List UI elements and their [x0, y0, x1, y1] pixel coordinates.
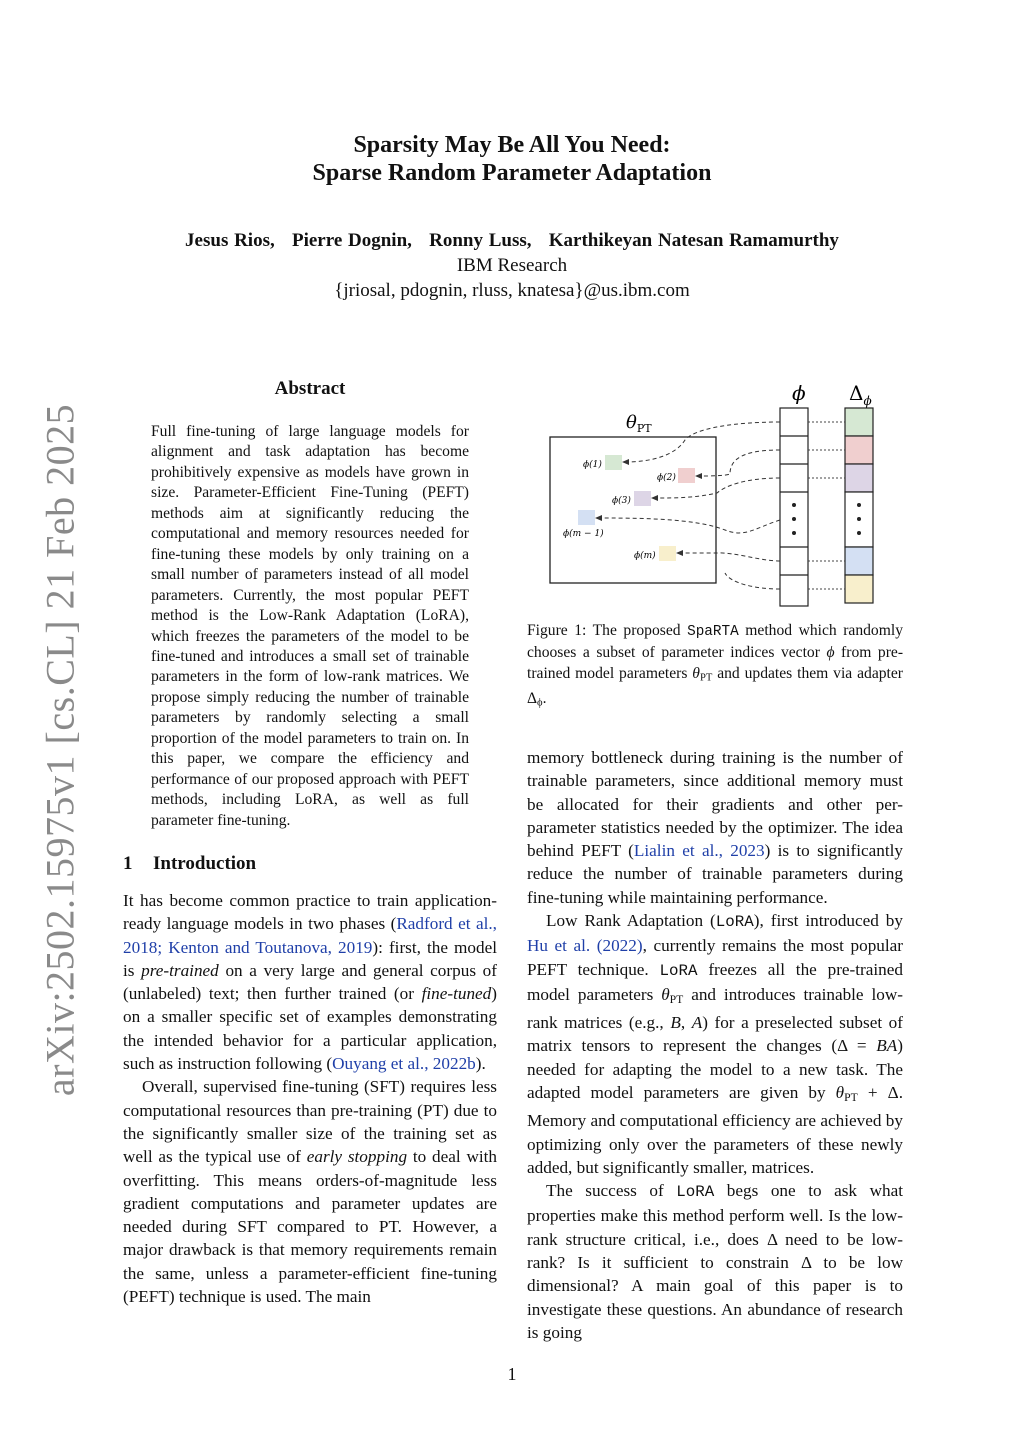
phi-delta-links — [808, 422, 845, 589]
citation-link[interactable]: Lialin et al., 2023 — [633, 841, 765, 861]
pretrained-parameter-box — [550, 437, 716, 583]
paper-title — [0, 131, 1024, 187]
method-name: SpaRTA — [687, 624, 739, 640]
citation-link[interactable]: Radford et al., 2018; Kenton and Toutanova, 2019 — [123, 914, 497, 957]
intro-paragraph-2: Overall, supervised fine-tuning (SFT) requires less computational resources than pre-training (PT) due to the significantly smaller size of the training set as well as the typical use of early stopping to deal with overfitting. This means orders-of-magnitude less gradient computations and parameter updates are needed during SFT compared to PT. However, a major drawback is that memory requirements remain the same, unless a parameter-efficient fine-tuning (PEFT) technique is used. The main — [123, 1077, 497, 1307]
affiliation: IBM Research — [456, 255, 568, 276]
title-line-1: Sparsity May Be All You Need: — [353, 132, 671, 158]
param-square-m-minus-1 — [578, 510, 595, 525]
param-square-3 — [634, 491, 651, 506]
title-line-2: Sparse Random Parameter Adaptation — [312, 160, 712, 186]
arxiv-id-text: arXiv:2502.15975v1 [cs.CL] 21 Feb 2025 — [37, 403, 83, 1097]
intro-paragraph-4: Low Rank Adaptation (LoRA), first introduced by Hu et al. (2022), currently remains the most popular PEFT technique. LoRA freezes all the pre-trained model parameters $\theta_{PT}$ and introduces trainable low-rank matrices (e.g., B, A) for a preselected subset of matrix tensors to represent the changes (Δ = BA) needed for adapting the model to a new task. The adapted model parameters are given by $\theta_{PT} + \Delta$. Memory and computational efficiency are achieved by optimizing only over the parameters of these newly added, but significantly smaller, matrices. — [527, 911, 904, 1177]
author-list: Jesus Rios, Pierre Dognin, Ronny Luss, Karthikeyan Natesan Ramamurthy — [185, 230, 839, 251]
section-heading-introduction — [123, 853, 256, 875]
delta-column-label: $\Delta_\phi$ — [849, 381, 872, 408]
phi-3-label: ϕ(3) — [612, 496, 631, 506]
intro-paragraph-1: It has become common practice to train application-ready language models in two phases (Radford et al., 2018; Kenton and Toutanova, 2019): first, the model is pre-trained on a very large and general corpus of (unlabeled) text; then further trained (or fine-tuned) on a smaller specific set of examples demonstrating the intended behavior for a particular application, such as instruction following (Ouyang et al., 2022b). — [123, 891, 497, 1074]
right-column-text — [527, 746, 903, 1344]
phi-column-label: ϕ — [792, 381, 806, 405]
param-square-m — [659, 546, 676, 561]
intro-paragraph-5: The success of LoRA begs one to ask what properties make this method perform well. Is the low-rank structure critical, i.e., does Δ need to be low-rank? Is it sufficient to constrain Δ to be low dimensional? A main goal of this paper is to investigate these questions. An abundance of research is going — [527, 1181, 904, 1342]
phi-m-minus-1-label: ϕ(m − 1) — [563, 529, 604, 539]
page-number: 1 — [507, 1364, 517, 1384]
theta-pt-label: $\theta_{PT}$ — [626, 412, 652, 435]
param-square-1 — [605, 455, 622, 470]
section-title: Introduction — [153, 853, 257, 874]
intro-paragraph-3: memory bottleneck during training is the number of trainable parameters, since additional memory must be allocated for their gradients and other per-parameter statistics needed by the optimizer. The idea behind PEFT (Lialin et al., 2023) is to significantly reduce the number of trainable parameters during fine-tuning while maintaining performance. — [527, 748, 903, 907]
phi-m-label: ϕ(m) — [634, 551, 656, 561]
section-number: 1 — [123, 853, 133, 874]
figure-1-diagram — [545, 378, 890, 608]
abstract-body: Full fine-tuning of large language models for alignment and task adaptation has become prohibitively expensive as models have grown in size. Parameter-Efficient Fine-Tuning (PEFT) methods aim at significantly reducing the computational and memory resources needed for fine-tuning these models by only training on a small number of parameters instead of all model parameters. Currently, the most popular PEFT method is the Low-Rank Adaptation (LoRA), which freezes the parameters of the model to be fine-tuned and introduces a small set of trainable parameters in the form of low-rank matrices. We propose simply reducing the number of trainable parameters by randomly selecting a small proportion of the model parameters to train on. In this paper, we compare the efficiency and performance of our proposed approach with PEFT methods, including LoRA, as well as full parameter fine-tuning. — [151, 423, 469, 829]
figure-1-caption: Figure 1: The proposed SpaRTA method which randomly chooses a subset of parameter indices vector ϕ from pre-trained model parameters $\theta_{PT}$ and updates them via adapter $\Delta_\phi$. — [527, 622, 904, 709]
phi-1-label: ϕ(1) — [583, 460, 602, 470]
abstract-heading: Abstract — [274, 378, 346, 399]
citation-link[interactable]: Hu et al. (2022) — [527, 936, 643, 956]
author-emails: {jriosal, pdognin, rluss, knatesa}@us.ibm.com — [334, 280, 690, 301]
param-square-2 — [678, 468, 695, 483]
phi-2-label: ϕ(2) — [657, 473, 676, 483]
citation-link[interactable]: Ouyang et al., 2022b — [332, 1054, 476, 1074]
left-column-text — [123, 889, 497, 1308]
